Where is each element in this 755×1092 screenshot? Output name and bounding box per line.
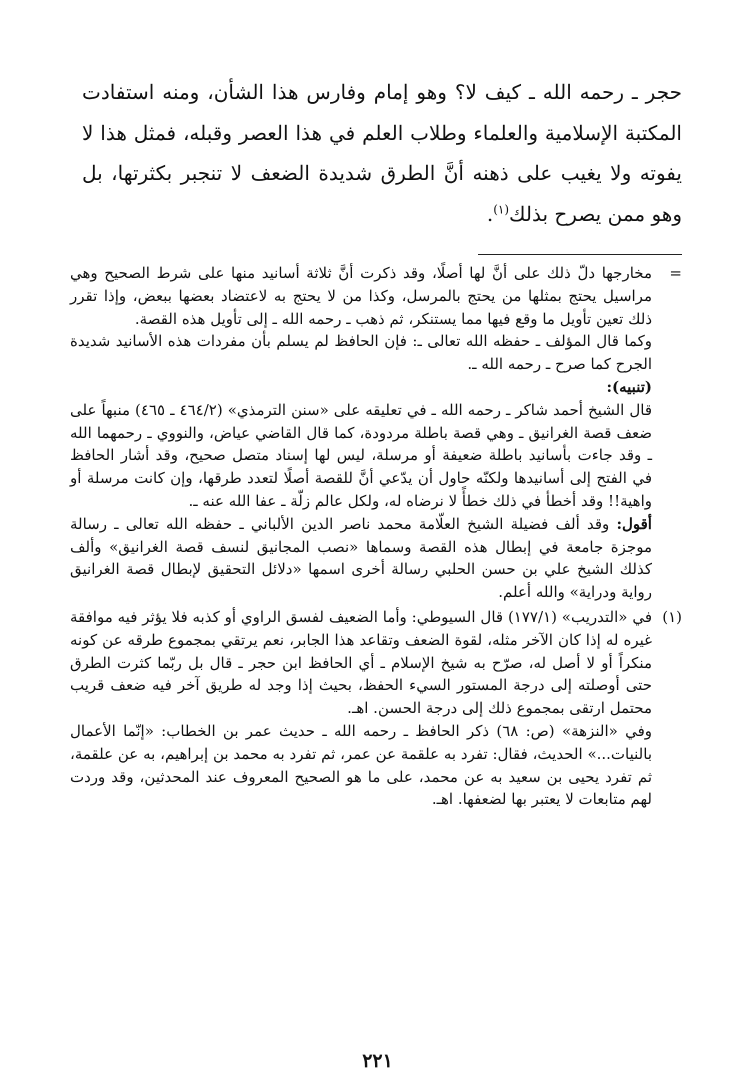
aqulu-label: أقول:	[616, 514, 652, 533]
continuation-paragraph-2: وكما قال المؤلف ـ حفظه الله تعالى ـ: فإن الحافظ لم يسلم بأن مفردات هذه الأسانيد شديدة الجرح كما صرح ـ رحمه الله ـ.	[70, 332, 652, 374]
aqulu-text: وقد ألف فضيلة الشيخ العلّامة محمد ناصر الدين الألباني ـ حفظه الله تعالى ـ رسالة موجزة جامعة في إبطال هذه القصة وسماها «نصب المجانيق لنسف قصة الغرانيق» وألف كذلك الشيخ علي بن حسن الحلبي رسالة أخرى اسمها «دلائل التحقيق لإبطال قصة الغرانيق رواية ودراية» والله أعلم.	[70, 514, 652, 602]
footnotes-area	[70, 262, 682, 811]
footnote-1-paragraph-2: وفي «النزهة» (ص: ٦٨) ذكر الحافظ ـ رحمه الله ـ حديث عمر بن الخطاب: «إنّما الأعمال بالنيات...» الحديث، فقال: تفرد به علقمة عن عمر، ثم تفرد به محمد بن إبراهيم، به عن علقمة، ثم تفرد يحيى بن سعيد به عن محمد، على ما هو الصحيح المعروف عند المحدثين، وقد وردت لهم متابعات لا يعتبر بها لضعفها. اهـ.	[70, 721, 653, 809]
main-paragraph-text: حجر ـ رحمه الله ـ كيف لا؟ وهو إمام وفارس هذا الشأن، ومنه استفادت المكتبة الإسلامية والعلماء وطلاب العلم في هذا العصر وقبله، فمثل هذا لا يفوته ولا يغيب على ذهنه أنَّ الطرق شديدة الضعف لا تنجبر بكثرتها، بل وهو ممن يصرح بذلك	[82, 80, 682, 226]
footnote-1	[70, 606, 682, 811]
continuation-footnote	[70, 262, 682, 604]
main-paragraph-end: .	[486, 201, 494, 226]
main-paragraph	[82, 72, 682, 234]
footnote-1-paragraph-1: في «التدريب» (١٧٧/١) قال السيوطي: وأما الضعيف لفسق الراوي أو كذبه فلا يؤثر فيه موافقة غيره له إذا كان الآخر مثله، لقوة الضعف وتقاعد هذا الجابر، نعم يرتقي بمجموع طرقه عن كونه منكراً أو لا أصل له، صرّح به شيخ الإسلام ـ أي الحافظ ابن حجر ـ قال بل ربّما كثرت الطرق حتى أوصلته إلى درجة المستور السيء الحفظ، بحيث إذا وجد له طريق آخر فيه ضعف قريب محتمل ارتقى بمجموع ذلك إلى درجة الحسن. اهـ.	[70, 607, 652, 718]
footnote-reference: (١)	[493, 201, 510, 216]
tanbih-heading: (تنبيه):	[606, 377, 652, 396]
page-number: ٢٢١	[362, 1050, 393, 1072]
tanbih-paragraph: قال الشيخ أحمد شاكر ـ رحمه الله ـ في تعليقه على «سنن الترمذي» (٤٦٤/٢ ـ ٤٦٥) منبهاً على ضعف قصة الغرانيق ـ وهي قصة باطلة مردودة، كما قال القاضي عياض، والنووي ـ رحمهما الله ـ وقد جاءت بأسانيد باطلة ضعيفة أو مرسلة، ليس لها إسناد متصل صحيح، وقد أشار الحافظ في الفتح إلى أسانيدها ولكنّه حاول أن يدّعي أنَّ للقصة أصلًا لتعدد طرقها، وإن كانت مرسلة أو واهية!! وقد أخطأ في ذلك خطأً لا نرضاه له، ولكل عالم زلّة ـ عفا الله عنه ـ.	[70, 400, 652, 510]
footnote-separator	[478, 254, 682, 255]
continuation-marker: =	[669, 264, 682, 282]
continuation-paragraph-1: مخارجها دلّ ذلك على أنَّ لها أصلًا، وقد ذكرت أنَّ ثلاثة أسانيد منها على شرط الصحيح وهي مراسيل يحتج بمثلها من يحتج بالمرسل، وكذا من لا يحتج به لاعتضاد بعضها ببعض، وإذا تقرر ذلك تعين تأويل ما وقع فيها مما يستنكر، ثم ذهب ـ رحمه الله ـ إلى تأويل هذه القصة.	[70, 264, 652, 328]
aqulu-paragraph	[70, 513, 652, 604]
footnote-1-marker: (١)	[662, 607, 682, 626]
